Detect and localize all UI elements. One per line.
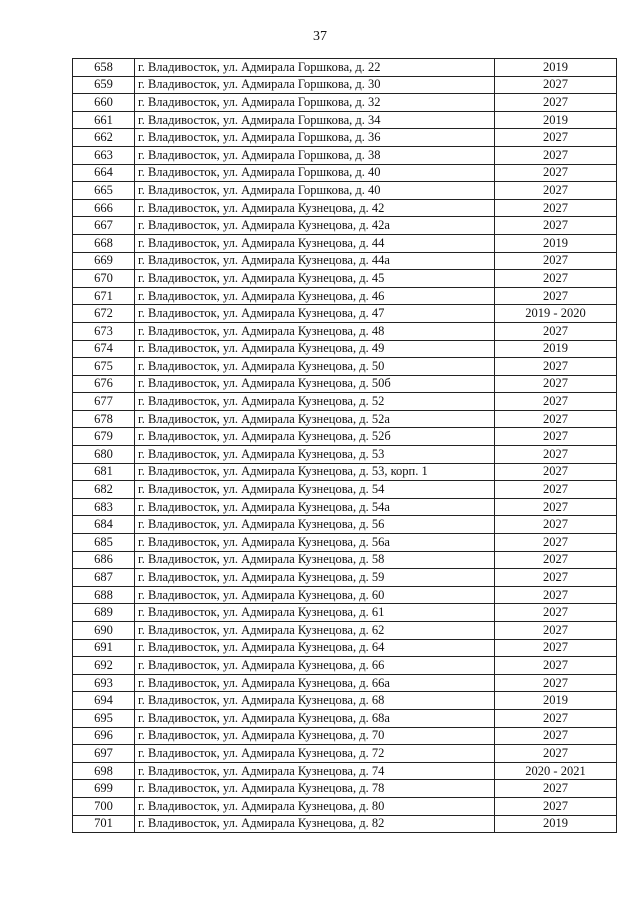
table-row xyxy=(73,164,617,182)
year-cell: 2027 xyxy=(495,146,617,164)
row-number-cell: 667 xyxy=(73,217,135,235)
row-number-cell: 689 xyxy=(73,604,135,622)
address-cell: г. Владивосток, ул. Адмирала Кузнецова, д. 56 xyxy=(135,516,495,534)
table-row xyxy=(73,340,617,358)
row-number-cell: 676 xyxy=(73,375,135,393)
row-number-cell: 660 xyxy=(73,94,135,112)
address-cell: г. Владивосток, ул. Адмирала Кузнецова, д. 54 xyxy=(135,481,495,499)
address-cell: г. Владивосток, ул. Адмирала Кузнецова, д. 68 xyxy=(135,692,495,710)
address-cell: г. Владивосток, ул. Адмирала Горшкова, д. 32 xyxy=(135,94,495,112)
table-row xyxy=(73,745,617,763)
year-cell: 2019 - 2020 xyxy=(495,305,617,323)
address-cell: г. Владивосток, ул. Адмирала Кузнецова, д. 70 xyxy=(135,727,495,745)
year-cell: 2027 xyxy=(495,217,617,235)
table-row xyxy=(73,111,617,129)
year-cell: 2027 xyxy=(495,481,617,499)
address-cell: г. Владивосток, ул. Адмирала Кузнецова, д. 53 xyxy=(135,446,495,464)
row-number-cell: 674 xyxy=(73,340,135,358)
table-row xyxy=(73,129,617,147)
year-cell: 2027 xyxy=(495,322,617,340)
table-row xyxy=(73,410,617,428)
table-row xyxy=(73,463,617,481)
year-cell: 2027 xyxy=(495,797,617,815)
year-cell: 2019 xyxy=(495,111,617,129)
table-row xyxy=(73,727,617,745)
year-cell: 2020 - 2021 xyxy=(495,762,617,780)
table-row xyxy=(73,604,617,622)
table-row xyxy=(73,516,617,534)
address-cell: г. Владивосток, ул. Адмирала Кузнецова, д. 58 xyxy=(135,551,495,569)
address-cell: г. Владивосток, ул. Адмирала Горшкова, д. 36 xyxy=(135,129,495,147)
address-cell: г. Владивосток, ул. Адмирала Кузнецова, д. 42 xyxy=(135,199,495,217)
address-cell: г. Владивосток, ул. Адмирала Кузнецова, д. 49 xyxy=(135,340,495,358)
table-row xyxy=(73,780,617,798)
year-cell: 2027 xyxy=(495,622,617,640)
table-row xyxy=(73,358,617,376)
address-cell: г. Владивосток, ул. Адмирала Кузнецова, д. 64 xyxy=(135,639,495,657)
row-number-cell: 700 xyxy=(73,797,135,815)
year-cell: 2027 xyxy=(495,745,617,763)
address-cell: г. Владивосток, ул. Адмирала Кузнецова, д. 52 xyxy=(135,393,495,411)
row-number-cell: 697 xyxy=(73,745,135,763)
row-number-cell: 661 xyxy=(73,111,135,129)
year-cell: 2027 xyxy=(495,709,617,727)
table-row xyxy=(73,797,617,815)
row-number-cell: 683 xyxy=(73,498,135,516)
address-cell: г. Владивосток, ул. Адмирала Кузнецова, д. 52б xyxy=(135,428,495,446)
address-cell: г. Владивосток, ул. Адмирала Кузнецова, д. 47 xyxy=(135,305,495,323)
row-number-cell: 681 xyxy=(73,463,135,481)
year-cell: 2027 xyxy=(495,270,617,288)
table-row xyxy=(73,305,617,323)
table-row xyxy=(73,234,617,252)
address-cell: г. Владивосток, ул. Адмирала Кузнецова, д. 42а xyxy=(135,217,495,235)
row-number-cell: 699 xyxy=(73,780,135,798)
table-row xyxy=(73,182,617,200)
table-row xyxy=(73,76,617,94)
row-number-cell: 690 xyxy=(73,622,135,640)
year-cell: 2027 xyxy=(495,182,617,200)
table-row xyxy=(73,534,617,552)
row-number-cell: 662 xyxy=(73,129,135,147)
year-cell: 2027 xyxy=(495,410,617,428)
row-number-cell: 672 xyxy=(73,305,135,323)
row-number-cell: 659 xyxy=(73,76,135,94)
table-row xyxy=(73,252,617,270)
row-number-cell: 668 xyxy=(73,234,135,252)
address-cell: г. Владивосток, ул. Адмирала Горшкова, д. 30 xyxy=(135,76,495,94)
table-row xyxy=(73,639,617,657)
row-number-cell: 671 xyxy=(73,287,135,305)
table-row xyxy=(73,586,617,604)
page-number: 37 xyxy=(313,29,327,44)
address-cell: г. Владивосток, ул. Адмирала Кузнецова, д. 68а xyxy=(135,709,495,727)
address-cell: г. Владивосток, ул. Адмирала Горшкова, д. 40 xyxy=(135,164,495,182)
row-number-cell: 696 xyxy=(73,727,135,745)
year-cell: 2027 xyxy=(495,463,617,481)
row-number-cell: 698 xyxy=(73,762,135,780)
row-number-cell: 695 xyxy=(73,709,135,727)
row-number-cell: 663 xyxy=(73,146,135,164)
row-number-cell: 693 xyxy=(73,674,135,692)
address-cell: г. Владивосток, ул. Адмирала Кузнецова, д. 74 xyxy=(135,762,495,780)
table-row xyxy=(73,692,617,710)
year-cell: 2027 xyxy=(495,94,617,112)
address-cell: г. Владивосток, ул. Адмирала Кузнецова, д. 78 xyxy=(135,780,495,798)
address-cell: г. Владивосток, ул. Адмирала Кузнецова, д. 50 xyxy=(135,358,495,376)
table-row xyxy=(73,674,617,692)
year-cell: 2027 xyxy=(495,199,617,217)
year-cell: 2019 xyxy=(495,59,617,77)
address-cell: г. Владивосток, ул. Адмирала Горшкова, д. 34 xyxy=(135,111,495,129)
row-number-cell: 694 xyxy=(73,692,135,710)
year-cell: 2027 xyxy=(495,358,617,376)
table-row xyxy=(73,709,617,727)
row-number-cell: 673 xyxy=(73,322,135,340)
address-cell: г. Владивосток, ул. Адмирала Кузнецова, д. 52а xyxy=(135,410,495,428)
address-cell: г. Владивосток, ул. Адмирала Кузнецова, д. 59 xyxy=(135,569,495,587)
address-cell: г. Владивосток, ул. Адмирала Горшкова, д. 22 xyxy=(135,59,495,77)
row-number-cell: 666 xyxy=(73,199,135,217)
address-cell: г. Владивосток, ул. Адмирала Кузнецова, д. 54а xyxy=(135,498,495,516)
year-cell: 2027 xyxy=(495,604,617,622)
year-cell: 2027 xyxy=(495,129,617,147)
row-number-cell: 680 xyxy=(73,446,135,464)
table-row xyxy=(73,569,617,587)
address-cell: г. Владивосток, ул. Адмирала Кузнецова, д. 46 xyxy=(135,287,495,305)
address-cell: г. Владивосток, ул. Адмирала Кузнецова, д. 50б xyxy=(135,375,495,393)
year-cell: 2027 xyxy=(495,551,617,569)
row-number-cell: 686 xyxy=(73,551,135,569)
table-row xyxy=(73,322,617,340)
address-cell: г. Владивосток, ул. Адмирала Кузнецова, д. 60 xyxy=(135,586,495,604)
row-number-cell: 688 xyxy=(73,586,135,604)
table-row xyxy=(73,270,617,288)
table-row xyxy=(73,146,617,164)
year-cell: 2027 xyxy=(495,534,617,552)
year-cell: 2027 xyxy=(495,375,617,393)
year-cell: 2027 xyxy=(495,780,617,798)
row-number-cell: 692 xyxy=(73,657,135,675)
address-cell: г. Владивосток, ул. Адмирала Кузнецова, д. 82 xyxy=(135,815,495,833)
row-number-cell: 664 xyxy=(73,164,135,182)
year-cell: 2027 xyxy=(495,498,617,516)
year-cell: 2019 xyxy=(495,692,617,710)
table-row xyxy=(73,498,617,516)
row-number-cell: 670 xyxy=(73,270,135,288)
table-row xyxy=(73,428,617,446)
year-cell: 2027 xyxy=(495,76,617,94)
table-row xyxy=(73,59,617,77)
row-number-cell: 675 xyxy=(73,358,135,376)
year-cell: 2027 xyxy=(495,569,617,587)
year-cell: 2027 xyxy=(495,287,617,305)
table-row xyxy=(73,446,617,464)
year-cell: 2027 xyxy=(495,639,617,657)
table-row xyxy=(73,481,617,499)
table-row xyxy=(73,217,617,235)
year-cell: 2027 xyxy=(495,516,617,534)
year-cell: 2027 xyxy=(495,586,617,604)
table-row xyxy=(73,551,617,569)
address-cell: г. Владивосток, ул. Адмирала Кузнецова, д. 56а xyxy=(135,534,495,552)
row-number-cell: 669 xyxy=(73,252,135,270)
year-cell: 2019 xyxy=(495,815,617,833)
table-row xyxy=(73,622,617,640)
address-table-body xyxy=(73,59,617,833)
table-row xyxy=(73,815,617,833)
year-cell: 2027 xyxy=(495,657,617,675)
address-cell: г. Владивосток, ул. Адмирала Кузнецова, д. 66 xyxy=(135,657,495,675)
address-cell: г. Владивосток, ул. Адмирала Горшкова, д. 40 xyxy=(135,182,495,200)
address-cell: г. Владивосток, ул. Адмирала Кузнецова, д. 45 xyxy=(135,270,495,288)
year-cell: 2027 xyxy=(495,164,617,182)
address-cell: г. Владивосток, ул. Адмирала Кузнецова, д. 72 xyxy=(135,745,495,763)
row-number-cell: 682 xyxy=(73,481,135,499)
year-cell: 2019 xyxy=(495,234,617,252)
table-row xyxy=(73,393,617,411)
year-cell: 2027 xyxy=(495,446,617,464)
address-cell: г. Владивосток, ул. Адмирала Кузнецова, д. 44 xyxy=(135,234,495,252)
table-row xyxy=(73,762,617,780)
row-number-cell: 701 xyxy=(73,815,135,833)
address-cell: г. Владивосток, ул. Адмирала Кузнецова, д. 80 xyxy=(135,797,495,815)
address-cell: г. Владивосток, ул. Адмирала Кузнецова, д. 44а xyxy=(135,252,495,270)
address-cell: г. Владивосток, ул. Адмирала Горшкова, д. 38 xyxy=(135,146,495,164)
row-number-cell: 677 xyxy=(73,393,135,411)
year-cell: 2027 xyxy=(495,428,617,446)
table-row xyxy=(73,657,617,675)
table-row xyxy=(73,287,617,305)
year-cell: 2027 xyxy=(495,393,617,411)
year-cell: 2027 xyxy=(495,674,617,692)
address-cell: г. Владивосток, ул. Адмирала Кузнецова, д. 66а xyxy=(135,674,495,692)
year-cell: 2027 xyxy=(495,252,617,270)
row-number-cell: 665 xyxy=(73,182,135,200)
table-row xyxy=(73,375,617,393)
address-cell: г. Владивосток, ул. Адмирала Кузнецова, д. 62 xyxy=(135,622,495,640)
row-number-cell: 691 xyxy=(73,639,135,657)
row-number-cell: 679 xyxy=(73,428,135,446)
row-number-cell: 678 xyxy=(73,410,135,428)
row-number-cell: 684 xyxy=(73,516,135,534)
row-number-cell: 687 xyxy=(73,569,135,587)
address-cell: г. Владивосток, ул. Адмирала Кузнецова, д. 61 xyxy=(135,604,495,622)
year-cell: 2019 xyxy=(495,340,617,358)
year-cell: 2027 xyxy=(495,727,617,745)
address-table xyxy=(72,58,617,833)
table-row xyxy=(73,94,617,112)
table-row xyxy=(73,199,617,217)
row-number-cell: 685 xyxy=(73,534,135,552)
address-cell: г. Владивосток, ул. Адмирала Кузнецова, д. 53, корп. 1 xyxy=(135,463,495,481)
address-cell: г. Владивосток, ул. Адмирала Кузнецова, д. 48 xyxy=(135,322,495,340)
row-number-cell: 658 xyxy=(73,59,135,77)
